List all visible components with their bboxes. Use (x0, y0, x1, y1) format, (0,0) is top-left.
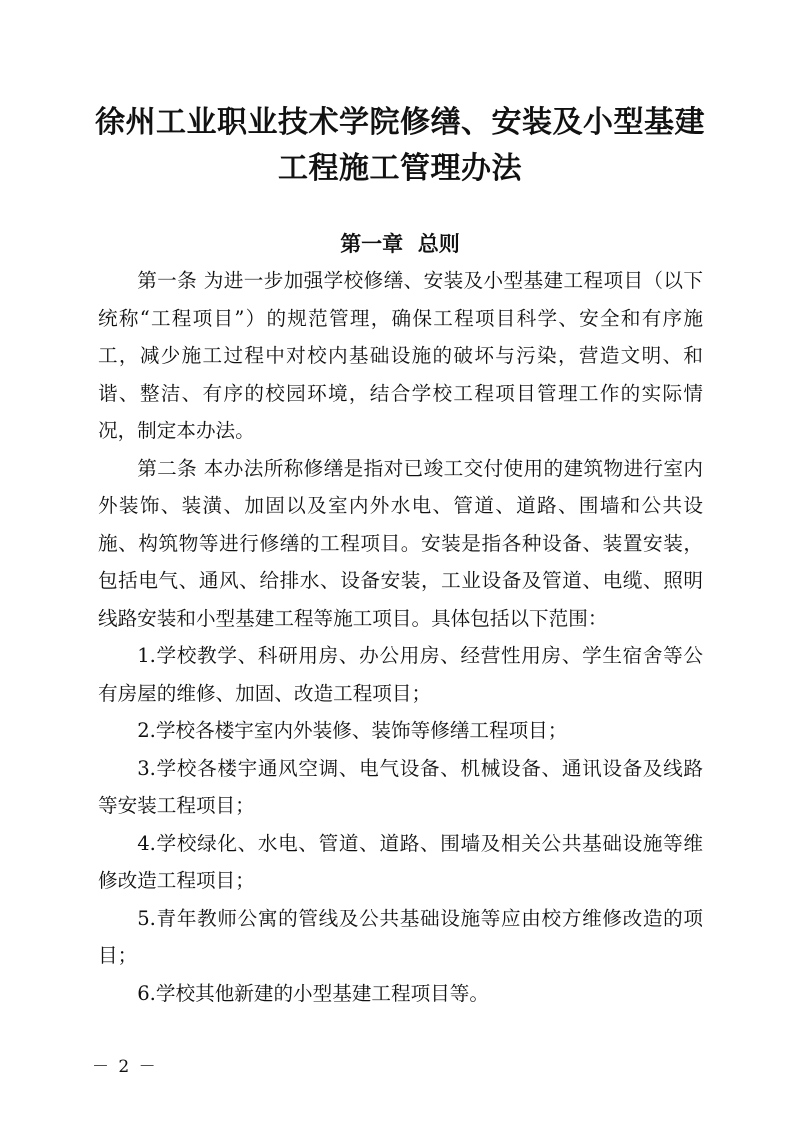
document-body (98, 262, 703, 1012)
page-number: － 2 － (92, 1057, 158, 1077)
scope-item-6: 6.学校其他新建的小型基建工程项目等。 (137, 981, 489, 1005)
scope-item-1: 1.学校教学、科研用房、办公用房、经营性用房、学生宿舍等公有房屋的维修、加固、改造工程项目； (98, 644, 703, 705)
document-title-line-1: 徐州工业职业技术学院修缮、安装及小型基建 (95, 105, 705, 140)
scope-item-4: 4.学校绿化、水电、管道、道路、围墙及相关公共基础设施等维修改造工程项目； (98, 831, 703, 892)
article-2-paragraph: 第二条 本办法所称修缮是指对已竣工交付使用的建筑物进行室内外装饰、装潢、加固以及室内外水电、管道、道路、围墙和公共设施、构筑物等进行修缮的工程项目。安装是指各种设备、装置安装，包括电气、通风、给排水、设备安装，工业设备及管道、电缆、照明线路安装和小型基建工程等施工项目。具体包括以下范围： (98, 456, 703, 630)
scope-item-5: 5.青年教师公寓的管线及公共基础设施等应由校方维修改造的项目； (98, 906, 703, 967)
document-title-line-2: 工程施工管理办法 (278, 151, 522, 186)
scope-item-3: 3.学校各楼宇通风空调、电气设备、机械设备、通讯设备及线路等安装工程项目； (98, 756, 703, 817)
chapter-heading: 第一章 总则 (340, 232, 460, 256)
scope-item-2: 2.学校各楼宇室内外装修、装饰等修缮工程项目； (137, 719, 568, 742)
article-1-paragraph: 第一条 为进一步加强学校修缮、安装及小型基建工程项目（以下统称“工程项目”）的规范管理，确保工程项目科学、安全和有序施工，减少施工过程中对校内基础设施的破坏与污染，营造文明、和谐、整洁、有序的校园环境，结合学校工程项目管理工作的实际情况，制定本办法。 (98, 269, 703, 442)
